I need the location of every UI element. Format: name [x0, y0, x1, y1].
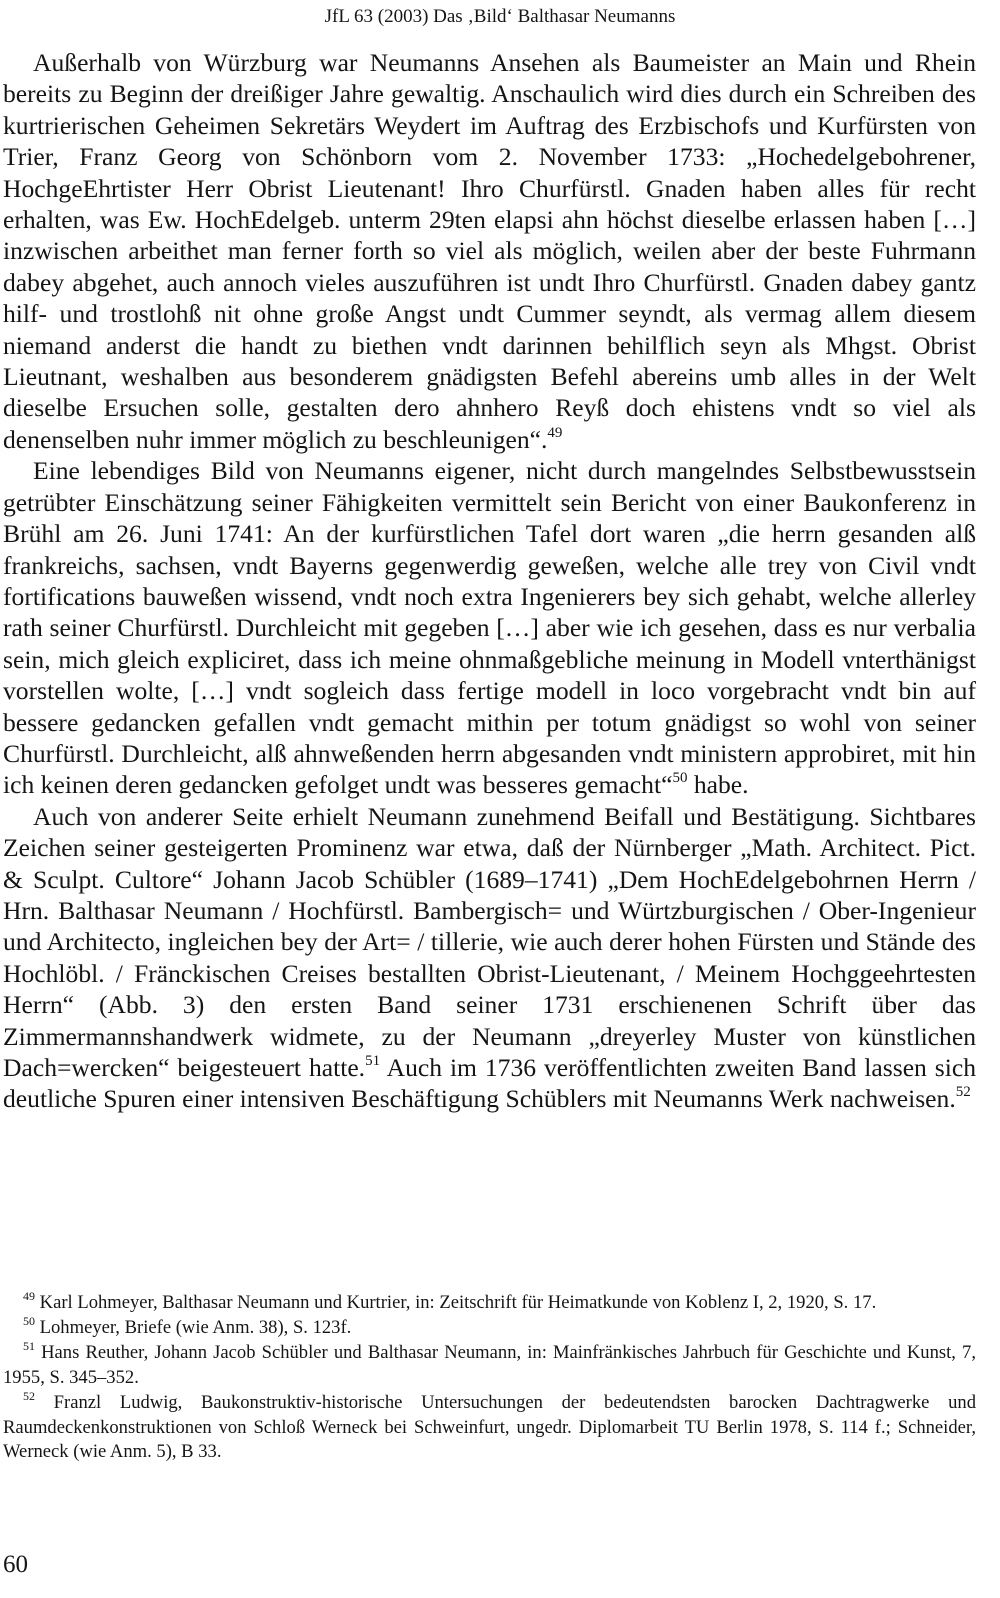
footnote-50 [3, 1316, 976, 1341]
footnote-number: 49 [23, 1289, 35, 1303]
footnote-number: 52 [23, 1389, 35, 1404]
footnote-52 [3, 1391, 976, 1465]
paragraph-3-text: Auch von anderer Seite erhielt Neumann zunehmend Beifall und Bestätigung. Sichtbares Zeichen seiner gesteigerten Prominenz war etwa, daß der Nürnberger „Math. Architect. Pict. & Sculpt. Cultore“ Johann Jacob Schübler (1689–1741) „Dem HochEdelgebohrnen Herrn / Hrn. Balthasar Neumann / Hochfürstl. Bambergisch= und Würtzburgischen / Ober-Ingenieur und Architecto, ingleichen bey der Art= / tillerie, wie auch derer hohen Fürsten und Stände des Hochlöbl. / Fränckischen Creises bestallten Obrist-Lieutenant, / Meinem Hochggeehrtesten Herrn“ (Abb. 3) den ersten Band seiner 1731 erschienenen Schrift über das Zimmermannshandwerk widmete, zu der Neumann „dreyerley Muster von künstlichen Dach=wercken“ beigesteuert hatte. [3, 801, 976, 1082]
footnote-text: Lohmeyer, Briefe (wie Anm. 38), S. 123f. [35, 1317, 352, 1339]
footnote-text: Hans Reuther, Johann Jacob Schübler und Balthasar Neumann, in: Mainfränkisches Jahrbuch für Geschichte und Kunst, 7, 1955, S. 345–352. [3, 1342, 976, 1388]
footnote-51 [3, 1341, 976, 1390]
footnote-ref-50: 50 [672, 770, 688, 787]
paragraph-1-text: Außerhalb von Würzburg war Neumanns Ansehen als Baumeister an Main und Rhein bereits zu Beginn der dreißiger Jahre gewaltig. Anschaulich wird dies durch ein Schreiben des kurtrierischen Geheimen Sekretärs Weydert im Auftrag des Erzbischofs und Kurfürsten von Trier, Franz Georg von Schönborn vom 2. November 1733: „Hochedelgebohrener, HochgeEhrtister Herr Obrist Lieutenant! Ihro Churfürstl. Gnaden haben alles für recht erhalten, was Ew. HochEdelgeb. unterm 29ten elapsi ahn höchst dieselbe erlassen haben […] inzwischen arbeithet man ferner forth so viel als möglich, weilen aber der beste Fuhrmann dabey abgehet, auch annoch vieles auszuführen ist undt Ihro Churfürstl. Gnaden dabey gantz hilf- und trostlohß nit ohne große Angst undt Cummer seyndt, als vermag allem diesem niemand anderst die handt zu biethen vndt darinnen behilflich seyn als Mhgst. Obrist Lieutnant, weshalben aus besonderem gnädigsten Befehl abereins umb alles in der Welt dieselbe Ersuchen solle, gestalten dero ahnhero Reyß doch ehistens vndt so viel als denenselben nuhr immer möglich zu beschleunigen“. [3, 48, 976, 454]
paragraph-2-text: Eine lebendiges Bild von Neumanns eigener, nicht durch mangelndes Selbstbewusstsein getrübter Einschätzung seiner Fähigkeiten vermittelt sein Bericht von einer Baukonferenz in Brühl am 26. Juni 1741: An der kurfürstlichen Tafel dort waren „die herrn gesanden alß frankreichs, sachsen, vndt Bayerns gegenwerdig geweßen, welche alle trey von Civil vndt fortifications bauweßen wissend, vndt noch extra Ingenierers bey sich gehabt, welche allerley rath seiner Churfürstl. Durchleicht mit gegeben […] aber wie ich gesehen, dass es nur verbalia sein, mich gleich expliciret, dass ich meine ohnmaßgebliche meinung in Modell vnterthänigst vorstellen wolte, […] vndt sogleich dass fertige modell in loco vorgebracht vndt bin auf bessere gedancken gefallen vndt gemacht mithin per totum gnädigst so wohl von seiner Churfürstl. Durchleicht, alß ahnweßenden herrn abgesanden vndt ministern approbiret, mit hin ich keinen deren gedancken gefolget undt was besseres gemacht“ [3, 456, 976, 800]
running-head: JfL 63 (2003) Das ‚Bild‘ Balthasar Neumanns [324, 6, 676, 27]
paragraph-2-tail: habe. [687, 770, 749, 800]
footnote-ref-52: 52 [955, 1084, 971, 1101]
page-number: 60 [3, 1551, 28, 1578]
paragraph-1 [3, 47, 976, 455]
paragraph-3 [3, 801, 976, 1115]
footnote-ref-49: 49 [547, 424, 563, 441]
footnote-49 [3, 1291, 976, 1316]
paragraph-2 [3, 455, 976, 800]
paragraph-3-text-b: Auch im 1736 veröffentlichten zweiten Band lassen sich deutliche Spuren einer intensiven Beschäftigung Schüblers mit Neumanns Werk nachweisen. [3, 1053, 976, 1114]
footnote-number: 50 [23, 1314, 35, 1329]
footnote-text: Karl Lohmeyer, Balthasar Neumann und Kurtrier, in: Zeitschrift für Heimatkunde von Koblenz I, 2, 1920, S. 17. [35, 1292, 877, 1313]
main-text [3, 47, 976, 1115]
footnote-ref-51: 51 [365, 1053, 381, 1069]
footnote-number: 51 [23, 1339, 35, 1354]
footnotes [3, 1291, 976, 1466]
footnote-text: Franzl Ludwig, Baukonstruktiv-historische Untersuchungen der bedeutendsten barocken Dachtragwerke und Raumdeckenkonstruktionen von Schloß Werneck bei Schweinfurt, ungedr. Diplomarbeit TU Berlin 1978, S. 114 f.; Schneider, Werneck (wie Anm. 5), B 33. [3, 1392, 976, 1463]
